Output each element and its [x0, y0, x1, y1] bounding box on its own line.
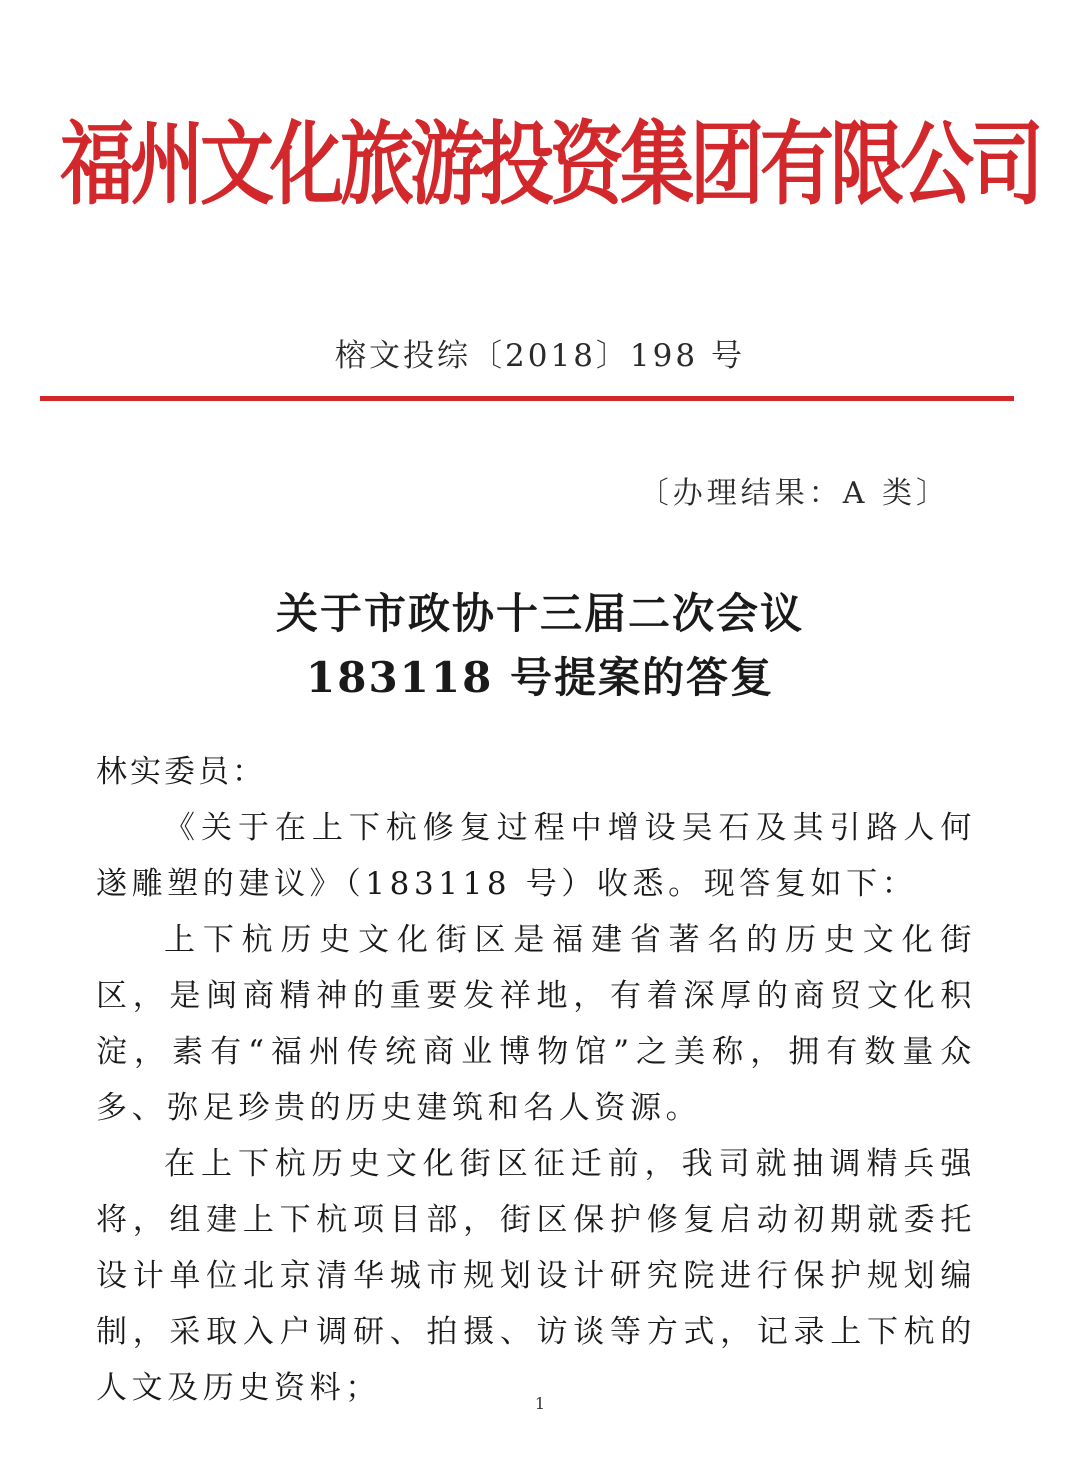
red-divider-line: [40, 396, 1014, 401]
page-number: 1: [534, 1394, 546, 1413]
title-line-1: 关于市政协十三届二次会议: [275, 589, 804, 638]
handling-result-tag: 〔办理结果：A 类〕: [638, 476, 950, 511]
document-number: 榕文投综〔2018〕198 号: [335, 338, 745, 374]
body-paragraph-2: 上下杭历史文化街区是福建省著名的历史文化街区，是闽商精神的重要发祥地，有着深厚的商贸文化积淀，素有“福州传统商业博物馆”之美称，拥有数量众多、弥足珍贵的历史建筑和名人资源。: [96, 922, 976, 1126]
title-line-2: 183118 号提案的答复: [306, 653, 774, 702]
body-paragraph-3: 在上下杭历史文化街区征迁前，我司就抽调精兵强将，组建上下杭项目部，街区保护修复启动初期就委托设计单位北京清华城市规划设计研究院进行保护规划编制，采取入户调研、拍摄、访谈等方式，记录上下杭的人文及历史资料；: [96, 1146, 976, 1406]
document-body: [96, 800, 976, 1416]
letterhead-title: 福州文化旅游投资集团有限公司: [60, 112, 1040, 218]
document-title: [0, 582, 1080, 710]
salutation: 林实委员：: [96, 754, 266, 790]
body-paragraph-1: 《关于在上下杭修复过程中增设吴石及其引路人何遂雕塑的建议》（183118 号）收悉。现答复如下：: [96, 810, 976, 902]
